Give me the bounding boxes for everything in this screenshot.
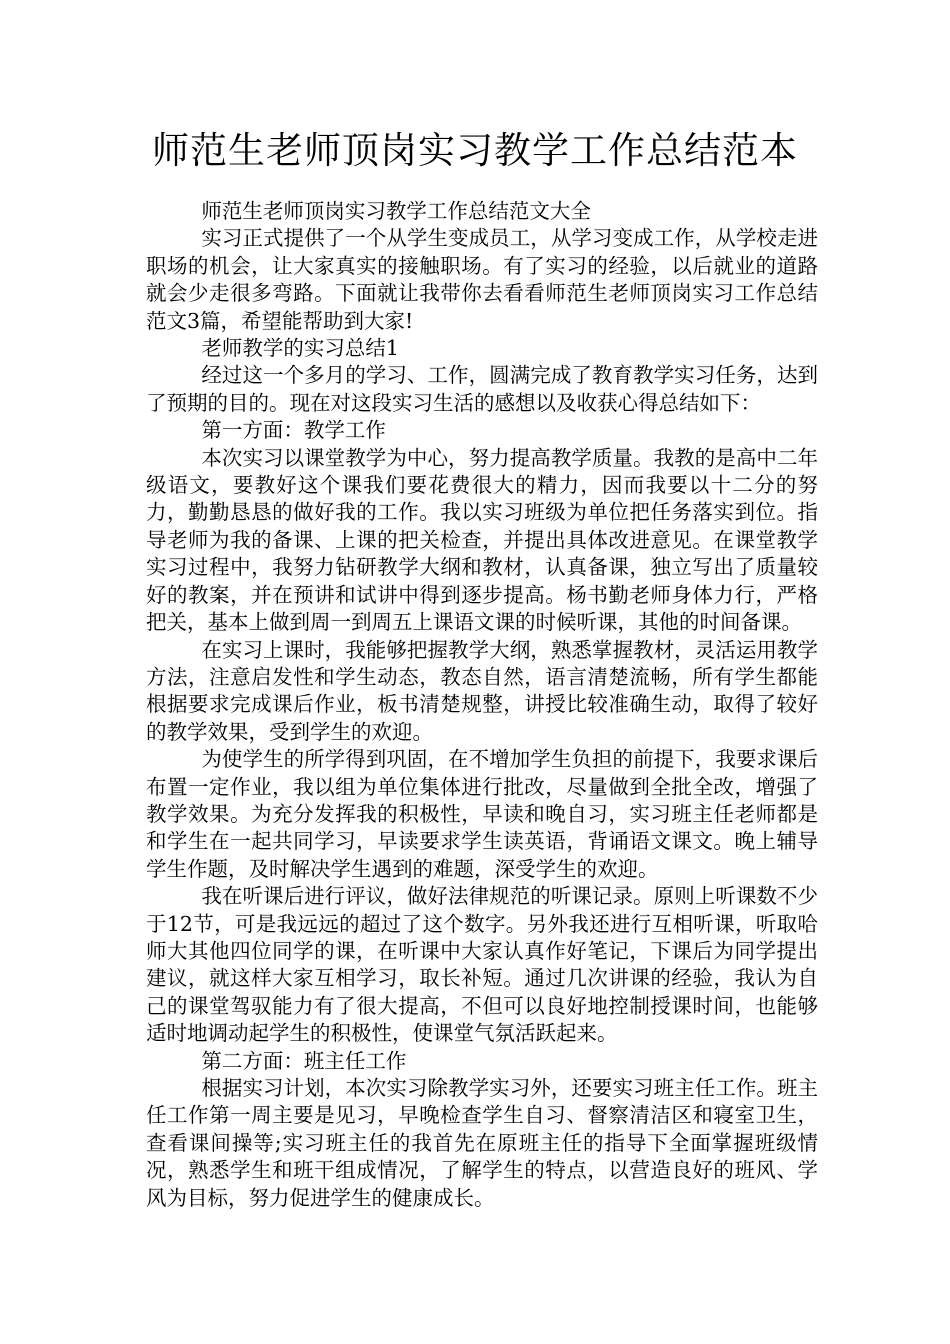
paragraph: 我在听课后进行评议，做好法律规范的听课记录。原则上听课数不少于12节，可是我远远的超过了这个数字。另外我还进行互相听课，听取哈师大其他四位同学的课，在听课中大家认真作好笔记，下课后为同学提出建议，就这样大家互相学习，取长补短。通过几次讲课的经验，我认为自己的课堂驾驭能力有了很大提高，不但可以良好地控制授课时间，也能够适时地调动起学生的积极性，使课堂气氛活跃起来。 [146,884,818,1046]
paragraph-subtitle: 师范生老师顶岗实习教学工作总结范文大全 [201,199,591,223]
paragraph-intro: 实习正式提供了一个从学生变成员工，从学习变成工作，从学校走进职场的机会，让大家真实的接触职场。有了实习的经验，以后就业的道路就会少走很多弯路。下面就让我带你去看看师范生老师顶岗实习工作总结范文3篇，希望能帮助到大家! [146,226,818,333]
section-heading-summary-1: 老师教学的实习总结1 [201,336,399,361]
paragraph: 为使学生的所学得到巩固，在不增加学生负担的前提下，我要求课后布置一定作业，我以组为单位集体进行批改，尽量做到全批全改，增强了教学效果。为充分发挥我的积极性，早读和晚自习，实习班主任老师都是和学生在一起共同学习，早读要求学生读英语，背诵语文课文。晚上辅导学生作题，及时解决学生遇到的难题，深受学生的欢迎。 [146,747,818,881]
paragraph: 根据实习计划，本次实习除教学实习外，还要实习班主任工作。班主任工作第一周主要是见习，早晚检查学生自习、督察清洁区和寝室卫生，查看课间操等;实习班主任的我首先在原班主任的指导下全面掌握班级情况，熟悉学生和班干组成情况，了解学生的特点，以营造良好的班风、学风为目标，努力促进学生的健康成长。 [146,1076,818,1210]
paragraph: 经过这一个多月的学习、工作，圆满完成了教育教学实习任务，达到了预期的目的。现在对这段实习生活的感想以及收获心得总结如下： [146,363,818,415]
paragraph: 本次实习以课堂教学为中心，努力提高教学质量。我教的是高中二年级语文，要教好这个课我们要花费很大的精力，因而我要以十二分的努力，勤勤恳恳的做好我的工作。我以实习班级为单位把任务落实到位。指导老师为我的备课、上课的把关检查，并提出具体改进意见。在课堂教学实习过程中，我努力钻研教学大纲和教材，认真备课，独立写出了质量较好的教案，并在预讲和试讲中得到逐步提高。杨书勤老师身体力行，严格把关，基本上做到周一到周五上课语文课的时候听课，其他的时间备课。 [146,445,818,635]
document-body [146,198,818,1212]
section-heading-teaching: 第一方面：教学工作 [201,418,386,443]
document-title: 师范生老师顶岗实习教学工作总结范本 [152,129,798,172]
paragraph: 在实习上课时，我能够把握教学大纲，熟悉掌握教材，灵活运用教学方法，注意启发性和学生动态，教态自然，语言清楚流畅，所有学生都能根据要求完成课后作业，板书清楚规整，讲授比较准确生动，取得了较好的教学效果，受到学生的欢迎。 [146,637,818,744]
section-heading-class-teacher: 第二方面：班主任工作 [201,1048,407,1073]
